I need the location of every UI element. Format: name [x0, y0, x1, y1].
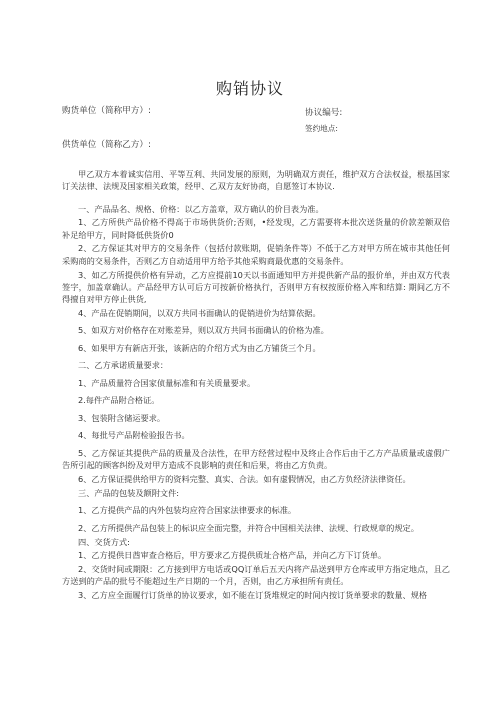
sign-place-label: 签约地点:: [305, 124, 338, 133]
clause-paragraph: 3、如乙方所提供价格有异动，乙方应提前10天以书面通知甲方并提供新产品的报价单，并由双方代表签字，加盖章确认。产品经甲方认可后方可按新价格执行，否则甲方有权按原价格入库和结算: 期间乙方不得擅自对甲方停止供货,: [62, 269, 450, 305]
clause-paragraph: 3、乙方应全面履行订货单的协议要求，如不能在订货堆规定的时间内按订货单要求的数量、规格: [78, 590, 428, 601]
clause-paragraph: 1、乙方提供日酋审查合格后，甲方要求乙方提供质址合格产品，并向乙方下订货单。: [78, 550, 387, 561]
section-heading: 四、交货方式:: [78, 536, 130, 547]
clause-paragraph: 1、乙方提供产品的内外包装均应符合国家法律要求的标准。: [78, 505, 297, 516]
clause-paragraph: 6、如果甲方有新店开张，该新店的介绍方式为由乙方铺货三个月。: [78, 342, 321, 353]
contract-no-label: 协议编号:: [305, 108, 343, 118]
section-heading: 三、产品的包装及额附文件:: [78, 487, 180, 498]
intro-paragraph: 甲乙双方本着诚实信用、平等互利、共同发展的原则，为明确双方责任，维护双方合法权益，根基国家订关法律、法规及国家相关政策，经甲、乙双方友好协商，自愿签订本协议.: [62, 169, 450, 192]
clause-paragraph: 5、乙方保证其提供产品的质量及合法性，在甲方经营过程中及终止合作后由于乙方产品质量或虚假广告所引起的顾客纠纷及对甲方造成不良影响的责任和后果，将由乙方负责。: [62, 447, 450, 471]
section-heading: 一、产品品名、规格、价格：以乙方盖章，双方确认的价目表为准。: [78, 203, 324, 214]
clause-paragraph: 1、产品质量符合国家侦量标准和有关质量要求。: [78, 377, 256, 388]
section-heading: 二、乙方承诺质量要求：: [78, 360, 169, 371]
clause-paragraph: 4、每批号产品附检验报告书。: [78, 430, 190, 441]
seller-label: 供货单位（简称乙方）:: [62, 140, 151, 150]
clause-paragraph: 2、乙方所提供产品包装上的标识应全面完整，并符合中国相关法律、法规、行政规章的规定。: [78, 522, 419, 533]
clause-paragraph: 6、乙方保证提供给甲方的资料完整、真实、合法。如有虚假情况，由乙方负经济法律资任。: [78, 473, 411, 484]
clause-paragraph: 2、交货时间或期限：乙方接到甲方电话或QQ订单后五天内将产品送到甲方仓库或甲方指定地点，且乙方送到的产品的批号不能超过生产日期的一个月，否则，由乙方承担所有责任。: [62, 564, 450, 587]
clause-paragraph: 5、如双方对价格存在对账差异，则以双方共同书面确认的价格为准。: [78, 325, 329, 336]
clause-paragraph: 3、包装附含储运要求。: [78, 412, 166, 423]
clause-paragraph: 4、产品在促销期间，以双方共同书面确认的促销进价为结算依据。: [78, 307, 321, 318]
agreement-body: [62, 168, 450, 603]
clause-paragraph: 1、乙方所供产品价格不得高于市场供货价;否则，•经发现，乙方需要将本批次送货量的价款差额双倍补足给甲方，同时降低供货价0: [62, 217, 450, 240]
document-title: 购销协议: [215, 79, 284, 98]
clause-paragraph: 2、乙方保证其对甲方的交易条件（包括付款账期，促销条件等）不低于乙方对甲方所在城市其他任何采购商的交易条件，否则乙方自动适用甲方给予其他采购商最优惠的交易条件。: [62, 243, 450, 266]
buyer-label: 购货单位（简称甲方）:: [62, 106, 151, 116]
clause-paragraph: 2.每件产品附合格证。: [78, 395, 160, 406]
